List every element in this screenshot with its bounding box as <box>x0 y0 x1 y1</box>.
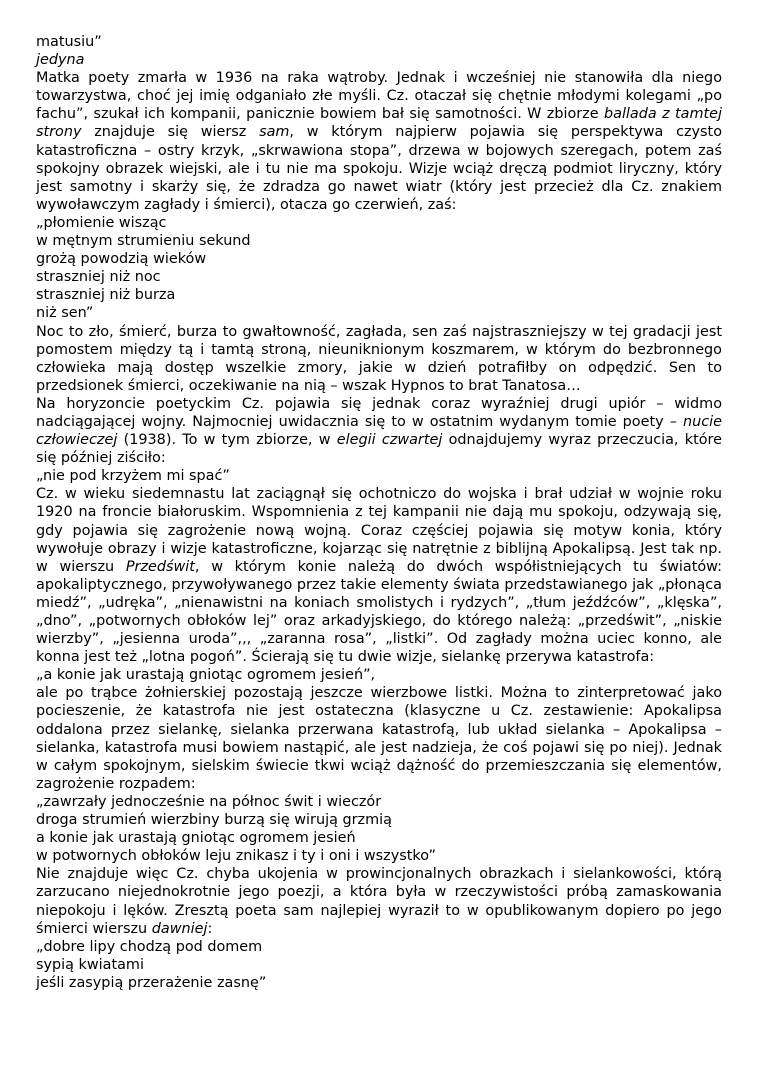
poem-title: Przedświt <box>125 558 195 575</box>
paragraph-consolation: ale po trąbce żołnierskiej pozostają jeszcze wierzbowe listki. Można to zinterpretować jako pocieszenie, że katastrofa nie jest ostateczna (klasyczne u Cz. zestawienie: Apokalipsa oddalona przez sielankę, sielanka przerwana katastrofą, lub układ sielanka – Apokalipsa – sielanka, katastrofa musi bowiem nastąpić, ale jest nadzieja, że coś pojawi się po niej). Jednak w całym spokojnym, sielskim świecie tkwi wciąż dążność do przemieszczania się elementów, zagrożenie rozpadem: <box>36 685 722 792</box>
paragraph-text: Nie znajduje więc Cz. chyba ukojenia w prowincjonalnych obrazkach i sielankowości, którą zarzucano niejednokrotnie jego poezji, a która była w rzeczywistości próbą zamaskowania niepokoju i lęków. Zresztą poeta sam najlepiej wyraził to w opublikowanym dopiero po jego śmierci wierszu <box>36 866 722 937</box>
paragraph-text: , w którym najpierw pojawia się perspektywa czysto katastroficzna – ostry krzyk, „skrwawiona stopa”, drzewa w bojowych szeregach, potem zaś spokojny obrazek wiejski, ale i tu nie ma spokoju. Wizje wciąż dręczą podmiot liryczny, który jest samotny i skarży się, że zdradza go nawet wiatr (który jest przecież dla Cz. znakiem wywoławczym zagłady i śmierci), otacza go czerwień, zaś: <box>36 124 722 213</box>
quote-line: straszniej niż burza <box>36 287 176 304</box>
paragraph-text: Na horyzoncie poetyckim Cz. pojawia się jednak coraz wyraźniej drugi upiór – widmo nadciągającej wojny. Najmocniej uwidacznia się to w ostatnim wydanym tomie poety – <box>36 395 722 430</box>
document-page <box>36 33 722 992</box>
paragraph-sleep: Noc to zło, śmierć, burza to gwałtowność, zagłada, sen zaś najstraszniejszy w tej gradacji jest pomostem między tą i tamtą stroną, nieuniknionym koszmarem, w którym do bezbronnego człowieka mają dostęp wszelkie zmory, jakie w dzień potrafiłby on odpędzić. Sen to przedsionek śmierci, oczekiwanie na nią – wszak Hypnos to brat Tanatosa… <box>36 323 722 394</box>
quote-line: a konie jak urastają gniotąc ogromem jesień <box>36 830 356 847</box>
paragraph-war <box>36 395 722 467</box>
paragraph-text: odnajdujemy wyraz przeczucia, które się później ziściło: <box>36 432 722 467</box>
quote-line: w mętnym strumieniu sekund <box>36 233 251 250</box>
paragraph-text: znajduje się wiersz <box>81 124 260 141</box>
poem-title-text: jedyna <box>36 52 85 69</box>
quote-line: jeśli zasypią przerażenie zasnę” <box>36 974 267 991</box>
quote-line: niż sen” <box>36 305 94 322</box>
quote-line: „płomienie wisząc <box>36 214 167 231</box>
quote-line: grożą powodzią wieków <box>36 251 207 268</box>
paragraph-text: (1938). To w tym zbiorze, w <box>117 432 337 449</box>
paragraph-idyll <box>36 865 722 937</box>
paragraph-mother <box>36 69 722 214</box>
collection-title: nucie człowieczej <box>36 413 722 449</box>
quote-line: „dobre lipy chodzą pod domem <box>36 938 263 955</box>
poem-title: elegii czwartej <box>336 432 443 449</box>
quote-line: sypią kwiatami <box>36 956 144 973</box>
quote-fragment-end: matusiu” <box>36 34 102 50</box>
poem-title: dawniej <box>151 920 208 937</box>
quote-line: droga strumień wierzbiny burzą się wirują grzmią <box>36 812 392 829</box>
quote-line: w potwornych obłoków leju znikasz i ty i oni i wszystko” <box>36 848 436 865</box>
quote-line: „zawrzały jednocześnie na północ świt i wieczór <box>36 793 382 810</box>
collection-title: ballada z tamtej strony <box>36 106 722 141</box>
paragraph-horses <box>36 485 722 666</box>
paragraph-text: , w którym konie należą do dwóch współistniejących tu światów: apokaliptycznego, przywoływanego przez takie elementy świata przedstawianego jak „płonąca miedź”, „udręka”, „nienawistni na koniach smolistych i rydzych”, „tłum jeźdźców”, „klęska”, „dno”, „potwornych obłoków lej” oraz arkadyjskiego, do którego należą: „przedświt”, „niskie wierzby”, „jesienna uroda”,,, „zaranna rosa”, „listki”. Od zagłady można uciec konno, ale konna jest też „lotna pogoń”. Ścierają się tu dwie wizje, sielankę przerywa katastrofa: <box>36 558 722 666</box>
quote-line: „nie pod krzyżem mi spać” <box>36 468 230 485</box>
quote-line: „a konie jak urastają gniotąc ogromem jesień”, <box>36 667 376 684</box>
paragraph-text: Matka poety zmarła w 1936 na raka wątroby. Jednak i wcześniej nie stanowiła dla niego towarzystwa, choć jej imię odganiało złe myśli. Cz. otaczał się chętnie młodymi kolegami „po fachu”, szukał ich kompanii, panicznie bowiem bał się samotności. W zbiorze <box>36 70 722 123</box>
poem-title: sam <box>259 124 290 141</box>
quote-line: straszniej niż noc <box>36 269 161 286</box>
paragraph-text: Cz. w wieku siedemnastu lat zaciągnął się ochotniczo do wojska i brał udział w wojnie roku 1920 na froncie białoruskim. Wspomnienia z tej kampanii nie dają mu spokoju, odzywają się, gdy pojawia się zagrożenie nową wojną. Coraz częściej pojawia się motyw konia, który wywołuje obrazy i wizje katastroficzne, kojarząc się natrętnie z biblijną Apokalipsą. Jest tak np. w wierszu <box>36 486 722 575</box>
paragraph-text: : <box>207 920 213 937</box>
poem-title-jedyna <box>36 51 722 69</box>
